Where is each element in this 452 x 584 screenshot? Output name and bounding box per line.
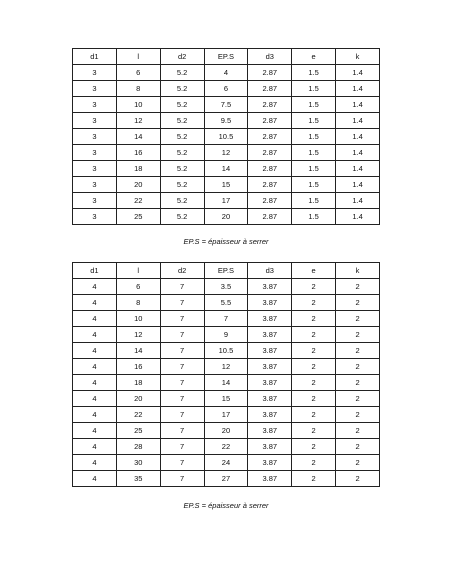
table-cell: 3 [73,129,117,145]
table-cell: 4 [73,455,117,471]
table-cell: 2 [292,279,336,295]
table-note: EP.S = épaisseur à serrer [183,237,269,246]
table-cell: 9 [204,327,248,343]
column-header-2: d2 [160,263,204,279]
column-header-5: e [292,49,336,65]
table-cell: 14 [116,129,160,145]
table-cell: 1.5 [292,81,336,97]
table-cell: 5.2 [160,65,204,81]
table-cell: 4 [73,311,117,327]
table-row [73,279,380,295]
table-cell: 1.5 [292,129,336,145]
table-cell: 2 [336,391,380,407]
table-cell: 10 [116,311,160,327]
table-cell: 6 [116,65,160,81]
table-cell: 1.5 [292,193,336,209]
table-cell: 2 [336,279,380,295]
table-cell: 10 [116,97,160,113]
table-cell: 14 [204,161,248,177]
dimension-table-d1-4 [72,262,380,487]
table-cell: 4 [73,471,117,487]
table-cell: 16 [116,359,160,375]
table-cell: 2 [292,439,336,455]
table-cell: 2 [336,455,380,471]
header-row [73,263,380,279]
column-header-2: d2 [160,49,204,65]
table-row [73,391,380,407]
table-row [73,423,380,439]
table-cell: 3.87 [248,375,292,391]
table-cell: 14 [116,343,160,359]
table-cell: 3.87 [248,327,292,343]
table-cell: 2 [292,407,336,423]
table-cell: 2.87 [248,81,292,97]
table-cell: 2 [336,423,380,439]
table-cell: 28 [116,439,160,455]
table-row [73,407,380,423]
table-cell: 1.4 [336,81,380,97]
table-row [73,97,380,113]
table-row [73,327,380,343]
table-cell: 1.4 [336,145,380,161]
table-row [73,113,380,129]
table-row [73,375,380,391]
table-cell: 6 [116,279,160,295]
table-row [73,65,380,81]
table-cell: 2 [292,375,336,391]
table-cell: 3 [73,161,117,177]
table-cell: 1.5 [292,113,336,129]
table-cell: 20 [204,423,248,439]
table-cell: 7 [204,311,248,327]
table-cell: 7 [160,423,204,439]
table-cell: 1.5 [292,209,336,225]
table-cell: 3 [73,145,117,161]
table-cell: 15 [204,177,248,193]
table-cell: 3.87 [248,279,292,295]
table-cell: 17 [204,407,248,423]
table-cell: 3.87 [248,471,292,487]
table-cell: 7 [160,295,204,311]
column-header-0: d1 [73,49,117,65]
table-cell: 1.5 [292,177,336,193]
table-cell: 2.87 [248,97,292,113]
table-cell: 2.87 [248,129,292,145]
table-cell: 2 [336,311,380,327]
table-row [73,161,380,177]
table-cell: 2 [292,471,336,487]
table-cell: 10.5 [204,129,248,145]
table-cell: 4 [73,391,117,407]
table-header [73,263,380,279]
table-cell: 18 [116,161,160,177]
table-cell: 25 [116,209,160,225]
table-row [73,177,380,193]
table-cell: 2 [336,439,380,455]
table-cell: 2.87 [248,193,292,209]
table-cell: 6 [204,81,248,97]
table-cell: 2 [292,423,336,439]
table-cell: 2 [292,311,336,327]
table-cell: 22 [204,439,248,455]
table-cell: 4 [73,279,117,295]
table-cell: 5.2 [160,145,204,161]
table-row [73,455,380,471]
table-cell: 1.4 [336,65,380,81]
table-cell: 7 [160,391,204,407]
table-cell: 2 [336,327,380,343]
table-row [73,145,380,161]
table-cell: 5.2 [160,97,204,113]
table-cell: 7 [160,407,204,423]
table-cell: 9.5 [204,113,248,129]
table-cell: 5.2 [160,193,204,209]
table-cell: 2 [292,359,336,375]
table-row [73,193,380,209]
table-cell: 1.5 [292,97,336,113]
table-cell: 1.4 [336,161,380,177]
table-cell: 3.87 [248,391,292,407]
table-cell: 1.5 [292,65,336,81]
column-header-6: k [336,49,380,65]
table-cell: 3.87 [248,423,292,439]
table-cell: 2 [292,343,336,359]
column-header-1: l [116,49,160,65]
table-cell: 17 [204,193,248,209]
table-cell: 8 [116,81,160,97]
table-cell: 2 [292,295,336,311]
table-cell: 10.5 [204,343,248,359]
table-cell: 1.4 [336,193,380,209]
table-cell: 7 [160,439,204,455]
table-cell: 1.4 [336,97,380,113]
table-cell: 2.87 [248,65,292,81]
table-cell: 2.87 [248,209,292,225]
table-cell: 5.2 [160,209,204,225]
table-cell: 5.5 [204,295,248,311]
table-cell: 3.87 [248,295,292,311]
table-cell: 12 [204,145,248,161]
table-cell: 3.5 [204,279,248,295]
table-cell: 1.4 [336,113,380,129]
column-header-5: e [292,263,336,279]
table-cell: 2 [336,407,380,423]
table-cell: 1.5 [292,161,336,177]
table-cell: 7 [160,327,204,343]
table-cell: 35 [116,471,160,487]
table-cell: 7.5 [204,97,248,113]
table-cell: 3.87 [248,343,292,359]
table-row [73,311,380,327]
table-cell: 2 [292,327,336,343]
table-cell: 12 [116,327,160,343]
table-cell: 12 [204,359,248,375]
table-cell: 3 [73,177,117,193]
table-cell: 7 [160,343,204,359]
table-cell: 20 [204,209,248,225]
table-cell: 2 [336,359,380,375]
table-row [73,343,380,359]
column-header-3: EP.S [204,263,248,279]
table-cell: 22 [116,193,160,209]
table-cell: 5.2 [160,81,204,97]
table-cell: 2 [292,455,336,471]
table-cell: 3 [73,65,117,81]
table-header [73,49,380,65]
table-cell: 4 [73,407,117,423]
column-header-4: d3 [248,263,292,279]
column-header-3: EP.S [204,49,248,65]
table-cell: 2.87 [248,161,292,177]
table-cell: 7 [160,311,204,327]
table-cell: 2.87 [248,177,292,193]
table-cell: 2 [336,343,380,359]
dimension-table-d1-3 [72,48,380,225]
table-cell: 30 [116,455,160,471]
table-body [73,279,380,487]
table-cell: 8 [116,295,160,311]
table-cell: 24 [204,455,248,471]
table-cell: 2 [336,471,380,487]
table-cell: 20 [116,177,160,193]
table-cell: 3 [73,209,117,225]
table-cell: 2 [336,295,380,311]
table-row [73,439,380,455]
column-header-1: l [116,263,160,279]
table-cell: 14 [204,375,248,391]
table-cell: 4 [73,343,117,359]
table-cell: 3.87 [248,359,292,375]
table-cell: 4 [73,359,117,375]
table-cell: 2.87 [248,113,292,129]
table-cell: 7 [160,279,204,295]
table-row [73,129,380,145]
table-cell: 3 [73,113,117,129]
table-cell: 2 [336,375,380,391]
column-header-4: d3 [248,49,292,65]
table-cell: 7 [160,375,204,391]
table-cell: 7 [160,471,204,487]
table-cell: 4 [73,327,117,343]
table-cell: 3.87 [248,311,292,327]
table-cell: 3 [73,193,117,209]
table-cell: 1.4 [336,129,380,145]
table-cell: 7 [160,359,204,375]
table-cell: 4 [73,375,117,391]
table-cell: 5.2 [160,161,204,177]
table-row [73,359,380,375]
table-cell: 15 [204,391,248,407]
table-cell: 3.87 [248,455,292,471]
table-cell: 12 [116,113,160,129]
column-header-0: d1 [73,263,117,279]
table-cell: 3 [73,97,117,113]
table-note: EP.S = épaisseur à serrer [183,501,269,510]
table-row [73,81,380,97]
table-cell: 3.87 [248,407,292,423]
table-cell: 5.2 [160,177,204,193]
table-body [73,65,380,225]
table-cell: 20 [116,391,160,407]
table-cell: 2.87 [248,145,292,161]
table-cell: 4 [73,423,117,439]
table-row [73,295,380,311]
table-cell: 18 [116,375,160,391]
table-cell: 27 [204,471,248,487]
table-row [73,209,380,225]
table-cell: 4 [73,439,117,455]
table-cell: 2 [292,391,336,407]
table-cell: 4 [204,65,248,81]
table-cell: 7 [160,455,204,471]
table-cell: 5.2 [160,129,204,145]
table-cell: 1.4 [336,177,380,193]
table-cell: 3 [73,81,117,97]
table-cell: 16 [116,145,160,161]
table-cell: 22 [116,407,160,423]
table-cell: 25 [116,423,160,439]
table-cell: 3.87 [248,439,292,455]
table-cell: 1.4 [336,209,380,225]
table-cell: 1.5 [292,145,336,161]
column-header-6: k [336,263,380,279]
table-row [73,471,380,487]
table-cell: 4 [73,295,117,311]
table-cell: 5.2 [160,113,204,129]
header-row [73,49,380,65]
